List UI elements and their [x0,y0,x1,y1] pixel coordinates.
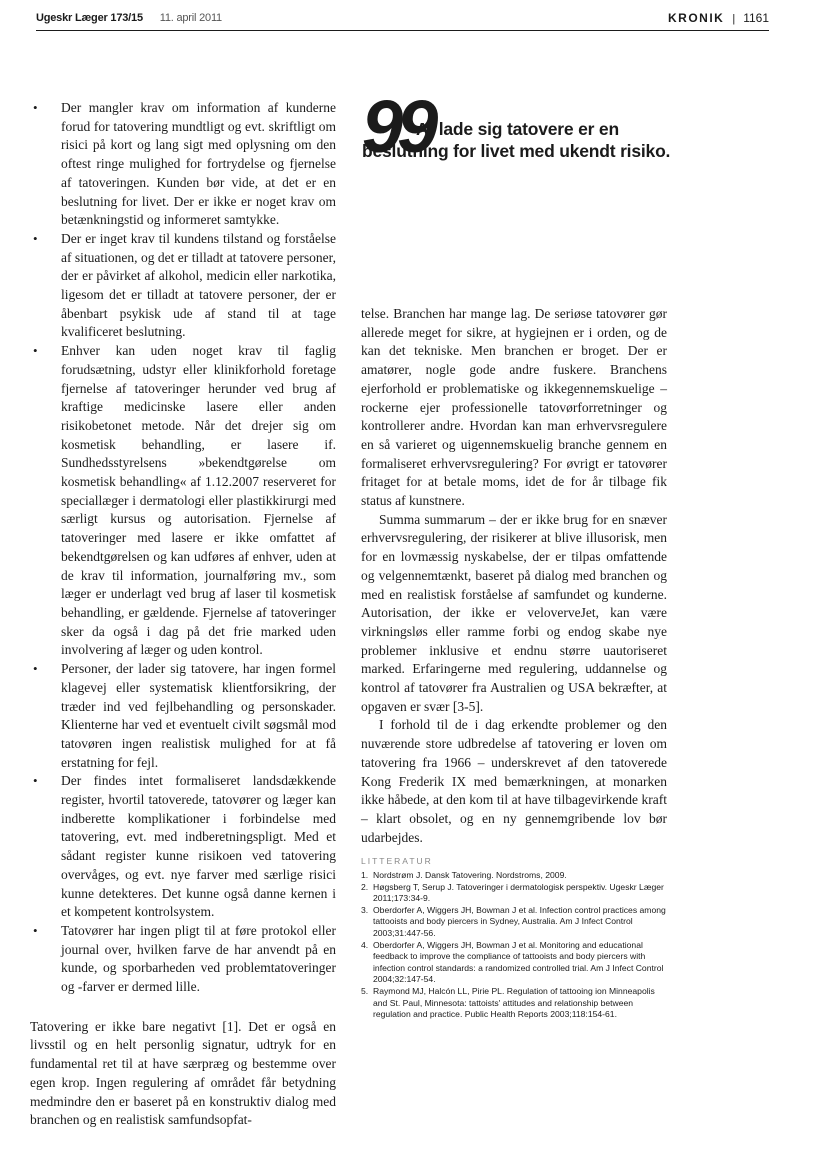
reference-item [361,882,667,905]
bullet-icon: • [33,773,38,789]
pull-quote [362,85,692,168]
reference-text: Oberdorfer A, Wiggers JH, Bowman J et al. Monitoring and educational feedback to improve the compliance of tattooists and body piercers with infection control standards: a randomized controlled trial. Am J Infect Control 2004;32:147-54. [373,939,664,985]
list-item [30,772,336,922]
reference-text: Oberdorfer A, Wiggers JH, Bowman J et al. Infection control practices among tattooists and body piercers in Sydney, Australia. Am J Infect Control 2003;31:447-56. [373,904,666,938]
bullet-text: Personer, der lader sig tatovere, har ingen formel klagevej eller systematisk klientforsikring, der træder ind ved fejlbehandling og personskader. Klienterne har ved et eventuelt civilt søgsmål mod tatovøren ingen realistisk mulighed for at få erstatning for fejl. [61,661,336,770]
page-number: 1161 [743,11,769,25]
bullet-text: Der mangler krav om information af kunderne forud for tatovering mundtligt og evt. skriftligt om risici på kort og lang sigt med oplysning om den oftest ringe mulighed for fortrydelse og fjernelse af tatoveringen. Kunden bør vide, at det er en beslutning for livet. Der er ikke er noget krav om betænkningstid og informeret samtykke. [61,100,336,228]
reference-number: 2. [361,881,369,892]
reference-text: Raymond MJ, Halcón LL, Pirie PL. Regulation of tattooing ion Minneapolis and St. Paul, Minnesota: tattoists' attitudes and relationship between regulation and practice. Public Health Reports 2003;118:154-61. [373,985,655,1020]
reference-item [361,905,667,940]
header-rule [36,30,769,31]
reference-item [361,870,667,882]
body-paragraph: Summa summarum – der er ikke brug for en snæver erhvervsregulering, der risikerer at blive illusorisk, men for en lovmæssig nyskabelse, der er tilpas omfattende og velgennemtænkt, baseret på dialog med branchen og med en realistisk forståelse af samfundet og kunderne. Autorisation, der ikke er veloverveJet, kan være virkningsløs eller ramme forbi og endog skabe nye problemer inklusive et endnu større uautoriseret marked. Erfaringerne med regulering, uddannelse og kontrol af tatovører fra Australien og USA bekræfter, at opgaven er svær [3-5]. [361,511,667,714]
reference-item [361,986,667,1021]
bullet-text: Der er inget krav til kundens tilstand og forståelse af situationen, og det er tilladt at tatovere personer, der er påvirket af alkohol, medicin eller narkotika, ligesom det er tilladt at tatovere personer, der er åbenbart psykisk ude af stand til at tage kvalificeret beslutning. [61,230,336,340]
body-paragraph: I forhold til de i dag erkendte problemer og den nuværende store udbredelse af tatovering er loven om tatovering fra 1966 – underskrevet af den tatoverede Kong Frederik IX med bemærkningen, at monarken ikke håbede, at den kom til at have tilbagevirkende kraft – klart obsolet, og en ny gennemgribende lov bør udarbejdes. [361,717,667,845]
header-separator: | [732,13,736,25]
pull-quote-line-1: At lade sig tatovere er en [416,119,619,139]
reference-number: 3. [361,904,369,915]
reference-item [361,940,667,986]
literature-heading: LITTERATUR [361,856,433,867]
journal-reference: Ugeskr Læger 173/15 [36,12,143,24]
list-item [30,230,336,342]
body-paragraph: telse. Branchen har mange lag. De seriøse tatovører gør allerede meget for sikre, at hygiejnen er i orden, og de kan det tekniske. Men branchen er broget. Der er amatører, nogle gode andre fuskere. Branchens ejerforhold er problematiske og ikkegennemskuelige – rockerne ejer professionelle tatovørforretninger og kontrollerer andre. Hvordan kan man erhvervsregulere en så varieret og uigennemskuelig branche gennem en formaliseret erhvervsregulering? For øvrigt er tatovører fritaget for at betale moms, idet de for år tilbage fik status af kunstnere. [361,306,667,509]
bullet-icon: • [33,343,38,359]
reference-list [361,870,667,1021]
literature-section [361,856,667,1020]
list-item [30,922,336,997]
list-item [30,660,336,772]
bullet-list [30,99,336,997]
running-head-right [668,11,769,25]
right-column [361,305,667,1021]
bullet-text: Enhver kan uden noget krav til faglig forudsætning, udstyr eller klinikforhold foretage fjernelse af tatoveringer herunder ved brug af kraftige medicinske lasere eller anden risikobetonet metode. Når det drejer sig om kosmetisk behandling, er lasere if. Sundhedsstyrelsens »bekendtgørelse om kosmetisk behandling« af 1.12.2007 reserveret for speciallæger i dermatologi eller plastikkirurgi med særligt kursus og autorisation. Fjernelse af tatoveringer med lasere er ikke omfattet af bekendtgørelsen og kan udføres af enhver, uden at de krav til information, journalføring mv., som læger er underlagt ved brug af laser til kosmetisk behandling, er gældende. Fjernelse af tatoveringer sker da også i dag på det frie marked uden involvering af læger og uden kontrol. [61,343,336,658]
bullet-text: Der findes intet formaliseret landsdækkende register, hvortil tatoverede, tatovører og læger kan indberette komplikationer i forbindelse med tatovering, evt. med indberetningspligt. Med et sådant register kunne risikoen ved tatovering overvåges, og evt. nye farver med særlige risici kunne detekteres. Det kunne også danne kernen i et kompetent kontrolsystem. [61,773,336,920]
list-item [30,342,336,660]
section-label: KRONIK [667,11,725,25]
bullet-icon: • [33,100,38,115]
reference-number: 5. [361,985,369,996]
body-paragraph: Tatovering er ikke bare negativt [1]. Det er også en livsstil og en helt personlig signatur, udtryk for en fundamental ret til at have særpræg og bestemme over egen krop. Ingen regulering af området får betydning medmindre den er baseret på en konstruktiv dialog med branchen og en realistisk samfundsopfat- [30,1018,336,1128]
pull-quote-line-2: beslutning for livet med ukendt risiko. [362,141,671,161]
bullet-icon: • [33,230,38,246]
bullet-text: Tatovører har ingen pligt til at føre protokol eller journal over, hvilken farve de har anvendt på en kunde, og sporbarheden ved problemtatoveringer og -farver er dermed lille. [61,922,336,995]
page-header [36,8,769,30]
reference-text: Høgsberg T, Serup J. Tatoveringer i dermatologisk perspektiv. Ugeskr Læger 2011;173:34-9. [373,881,664,904]
reference-number: 4. [361,939,369,950]
reference-number: 1. [361,869,369,880]
running-head-left [36,12,222,24]
left-column [30,99,336,1130]
reference-text: Nordstrøm J. Dansk Tatovering. Nordstroms, 2009. [373,869,567,880]
bullet-icon: • [33,922,38,938]
quote-mark-icon: 99 [362,85,433,168]
list-item [30,99,336,230]
bullet-icon: • [33,661,38,677]
issue-date: 11. april 2011 [159,12,222,24]
